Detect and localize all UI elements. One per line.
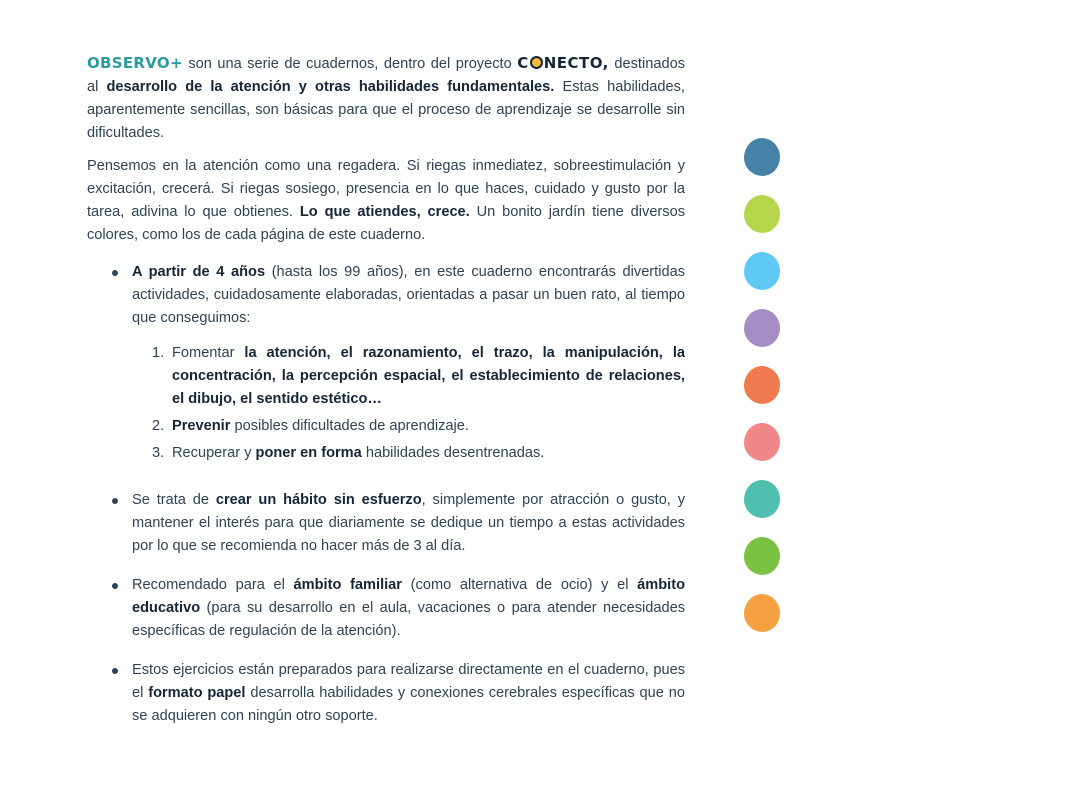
color-dot bbox=[744, 423, 780, 461]
goals-list bbox=[132, 342, 685, 465]
page-body bbox=[87, 52, 685, 744]
color-dot bbox=[744, 537, 780, 575]
bullet-icon bbox=[112, 668, 118, 674]
bullet-icon bbox=[112, 583, 118, 589]
bullet-icon bbox=[112, 498, 118, 504]
watering-can-paragraph: Pensemos en la atención como una regadera. Si riegas inmediatez, sobreestimulación y excitación, crecerá. Si riegas sosiego, presencia en lo que haces, cuidado y gusto por la tarea, adivina lo que obtienes. Lo que atiendes, crece. Un bonito jardín tiene diversos colores, como los de cada página de este cuaderno. bbox=[87, 158, 686, 243]
goal-item: 2. Prevenir posibles dificultades de aprendizaje. bbox=[152, 418, 469, 434]
observo-logo: OBSERVO+ bbox=[87, 54, 183, 72]
lightbulb-icon bbox=[530, 56, 543, 69]
intro-paragraph: OBSERVO+ son una serie de cuadernos, dentro del proyecto C NECTO, destinados al desarrollo de la atención y otras habilidades fundamentales. Estas habilidades, aparentemente sencillas, son básicas para que el proceso de aprendizaje se desarrolle sin dificultades. bbox=[87, 54, 685, 141]
list-item-habit: Se trata de crear un hábito sin esfuerzo, simplemente por atracción o gusto, y mantener el interés para que diariamente se dedique un tiempo a estas actividades por lo que se recomienda no hacer más de 3 al día. bbox=[87, 489, 685, 558]
goal-item: 1. Fomentar la atención, el razonamiento, el trazo, la manipulación, la concentración, la percepción espacial, el establecimiento de relaciones, el dibujo, el sentido estético… bbox=[152, 345, 685, 407]
color-dot bbox=[744, 195, 780, 233]
color-dot bbox=[744, 138, 780, 176]
color-dot bbox=[744, 594, 780, 632]
list-item-age: A partir de 4 años (hasta los 99 años), en este cuaderno encontrarás divertidas actividades, cuidadosamente elaboradas, orientadas a pasar un buen rato, al tiempo que conseguimos: 1. Fomentar la atención, el razonamiento, el trazo, la manipulación, la concentración, la percepción espacial, el establecimiento de relaciones, el dibujo, el sentido estético… 2. Prevenir posibles dificultades de aprendizaje. 3. Recuperar y poner en forma habilidades desentrenadas. bbox=[87, 261, 685, 465]
conecto-logo: C NECTO, bbox=[517, 54, 609, 72]
list-item-paper-format: Estos ejercicios están preparados para realizarse directamente en el cuaderno, pues el formato papel desarrolla habilidades y conexiones cerebrales específicas que no se adquieren con ningún otro soporte. bbox=[87, 659, 685, 728]
goal-item: 3. Recuperar y poner en forma habilidades desentrenadas. bbox=[152, 445, 545, 461]
color-dot bbox=[744, 366, 780, 404]
color-dot bbox=[744, 252, 780, 290]
list-item-recommended: Recomendado para el ámbito familiar (como alternativa de ocio) y el ámbito educativo (para su desarrollo en el aula, vacaciones o para atender necesidades específicas de regulación de la atención). bbox=[87, 574, 685, 643]
bullet-icon bbox=[112, 270, 118, 276]
color-dot bbox=[744, 480, 780, 518]
feature-list bbox=[87, 261, 685, 728]
color-dot bbox=[744, 309, 780, 347]
color-palette bbox=[744, 138, 780, 651]
